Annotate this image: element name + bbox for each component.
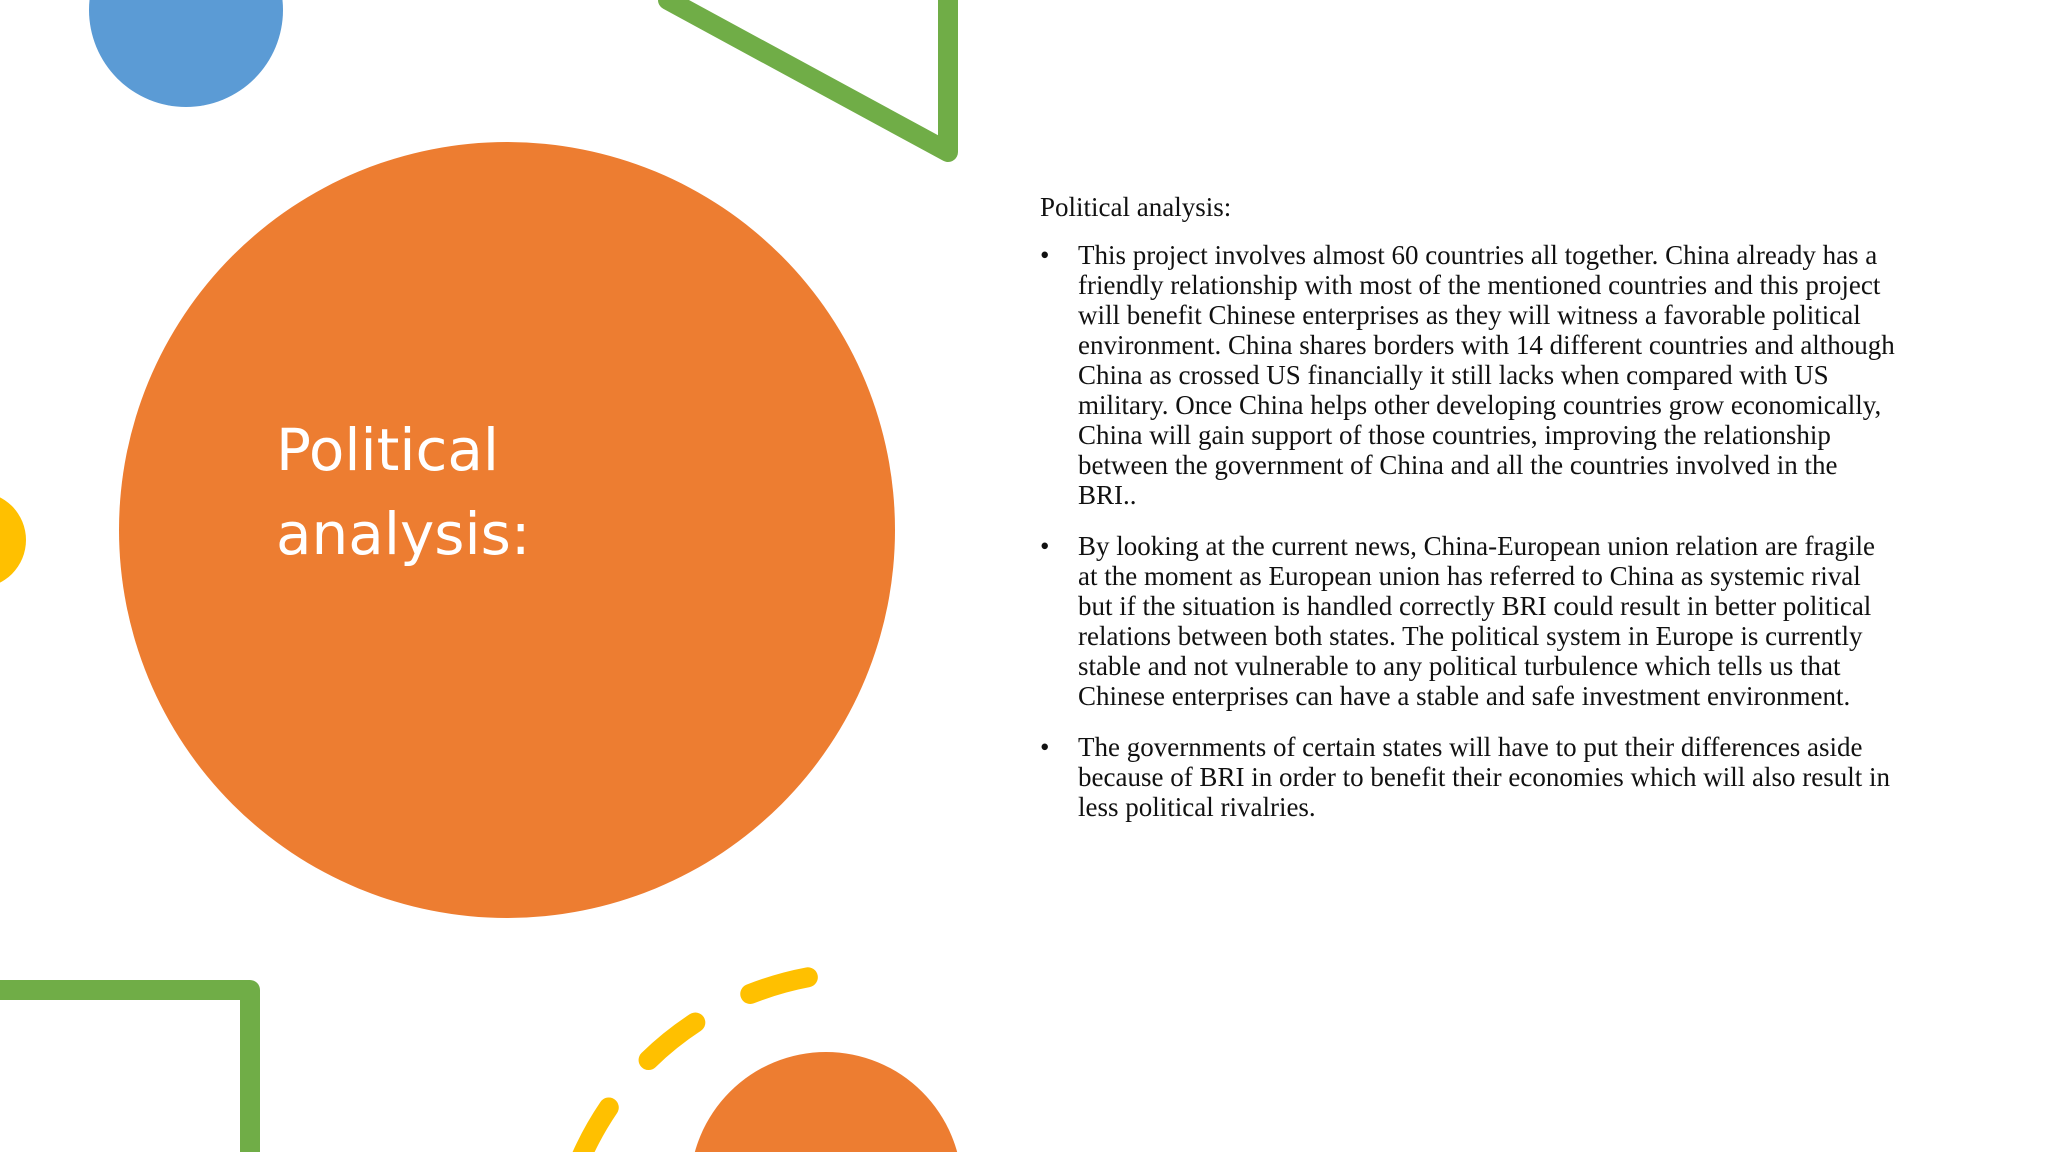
green-triangle-decoration: [668, 0, 948, 152]
bullet-item: • This project involves almost 60 countries all together. China already has a friendly relationship with most of the mentioned countries and this project will benefit Chinese enterprises as they will witness a favorable political environment. China shares borders with 14 different countries and although China as crossed US financially it still lacks when compared with US military. Once China helps other developing countries grow economically, China will gain support of those countries, improving the relationship between the government of China and all the countries involved in the BRI..: [1040, 240, 1900, 510]
slide-title: Political analysis:: [276, 416, 531, 568]
bullet-item: • By looking at the current news, China-European union relation are fragile at the moment as European union has referred to China as systemic rival but if the situation is handled correctly BRI could result in better political relations between both states. The political system in Europe is currently stable and not vulnerable to any political turbulence which tells us that Chinese enterprises can have a stable and safe investment environment.: [1040, 531, 1900, 711]
blue-circle-decoration: [89, 0, 283, 107]
small-orange-circle-decoration: [690, 1052, 962, 1152]
bullet-list: [1040, 240, 1900, 822]
green-square-decoration: [0, 990, 250, 1152]
content-box: [1040, 192, 1900, 843]
bullet-item: • The governments of certain states will have to put their differences aside because of BRI in order to benefit their economies which will also result in less political rivalries.: [1040, 732, 1900, 822]
content-heading: Political analysis:: [1040, 192, 1232, 222]
yellow-half-circle-decoration: [0, 492, 26, 588]
